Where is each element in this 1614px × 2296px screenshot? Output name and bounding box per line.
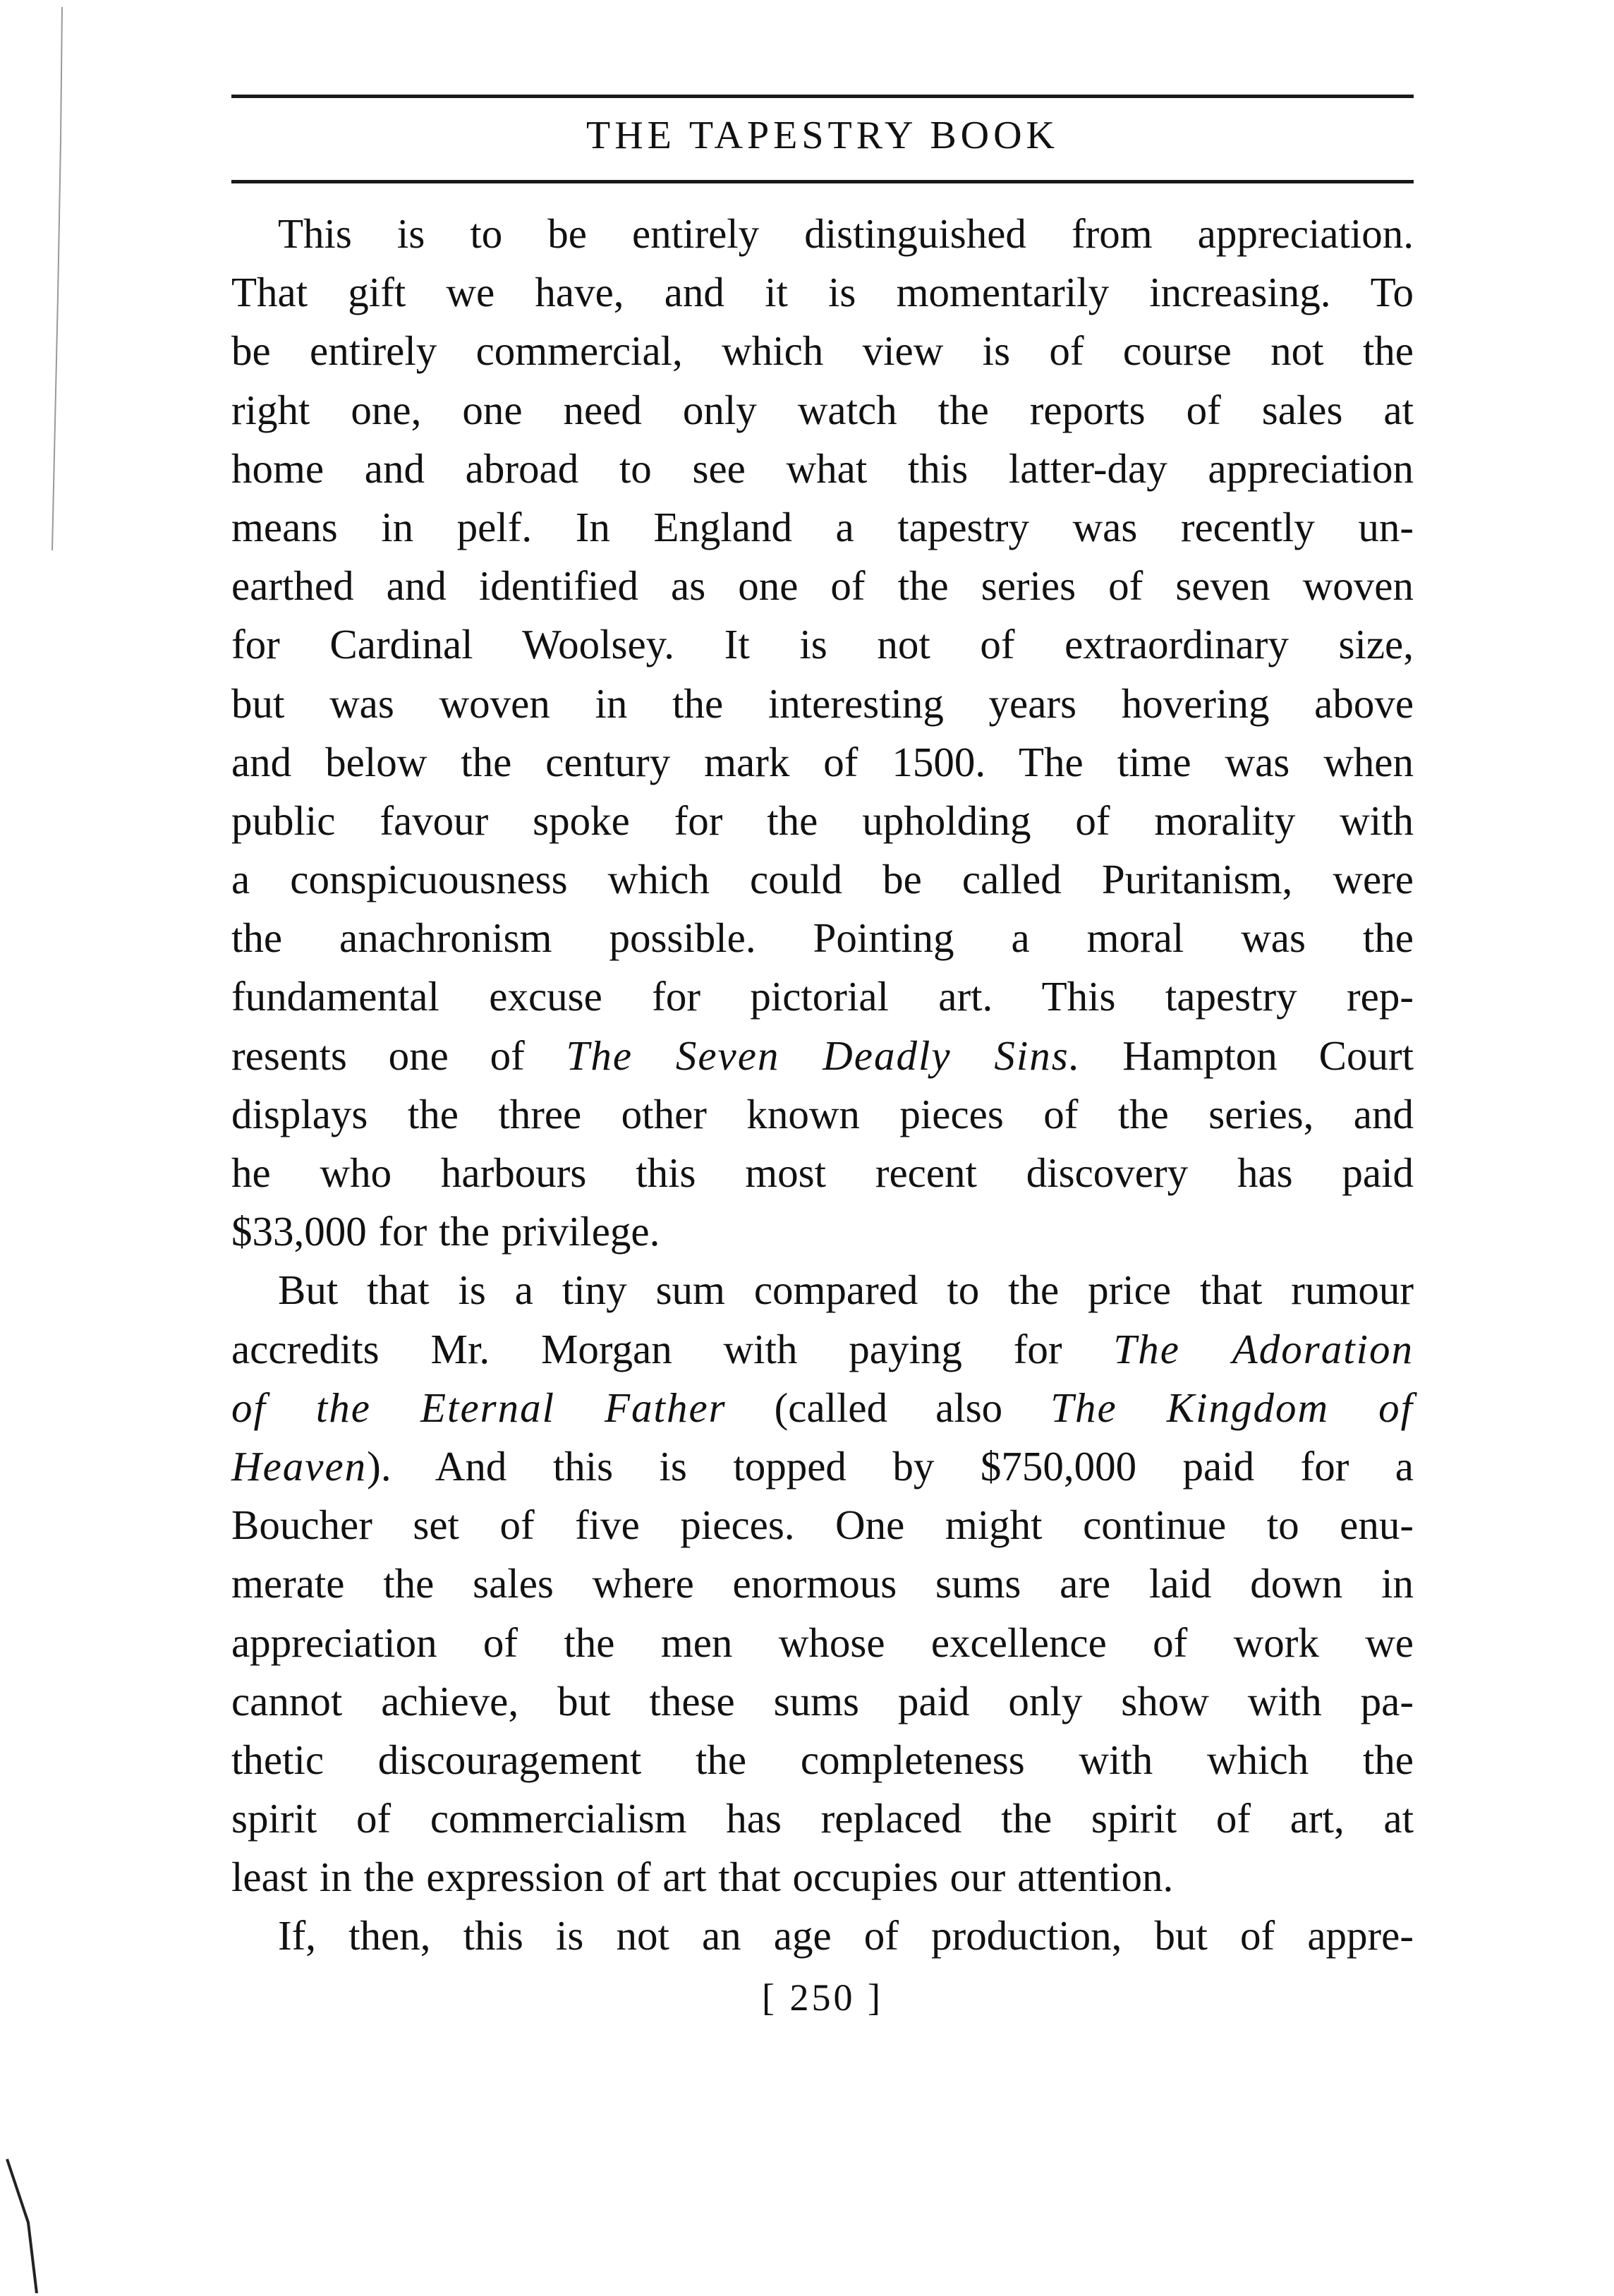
italic-title-text: The Kingdom of xyxy=(1050,1384,1414,1431)
header-rule-top xyxy=(231,95,1414,98)
text-segment: merate the sales where enormous sums are laid down in xyxy=(231,1560,1414,1607)
text-segment: appreciation of the men whose excellence of work we xyxy=(231,1619,1414,1666)
text-line xyxy=(231,263,1414,322)
text-segment: cannot achieve, but these sums paid only show with pa- xyxy=(231,1677,1414,1724)
text-segment: resents one of xyxy=(231,1032,566,1079)
text-segment: home and abroad to see what this latter-day appreciation xyxy=(231,445,1414,492)
text-line xyxy=(231,909,1414,967)
text-line xyxy=(231,1437,1414,1496)
page-number: [ 250 ] xyxy=(762,1976,883,2019)
text-segment: Hampton Court xyxy=(1081,1032,1414,1079)
text-line xyxy=(231,1027,1414,1085)
text-line xyxy=(231,792,1414,850)
text-line xyxy=(231,322,1414,380)
text-segment: right one, one need only watch the reports of sales at xyxy=(231,386,1414,433)
text-segment: ). And this is topped by $750,000 paid for a xyxy=(367,1442,1414,1490)
text-segment: be entirely commercial, which view is of course not the xyxy=(231,327,1414,375)
text-line xyxy=(231,967,1414,1026)
body-text xyxy=(231,205,1414,1966)
text-line xyxy=(231,1731,1414,1789)
text-line xyxy=(231,1672,1414,1731)
text-segment: (called also xyxy=(726,1384,1051,1431)
text-segment: This is to be entirely distinguished from appreciation. xyxy=(278,210,1414,257)
text-line xyxy=(231,1907,1414,1965)
text-segment: spirit of commercialism has replaced the spirit of art, at xyxy=(231,1795,1414,1842)
text-segment: the anachronism possible. Pointing a moral was the xyxy=(231,914,1414,962)
text-segment: for Cardinal Woolsey. It is not of extraordinary size, xyxy=(231,621,1414,668)
text-segment: $33,000 for the privilege. xyxy=(231,1208,660,1255)
text-segment: a conspicuousness which could be called Puritanism, were xyxy=(231,856,1414,903)
text-line xyxy=(231,498,1414,557)
text-segment: fundamental excuse for pictorial art. This tapestry rep- xyxy=(231,973,1414,1020)
text-line xyxy=(231,1085,1414,1144)
running-head: THE TAPESTRY BOOK xyxy=(585,114,1059,157)
text-line xyxy=(231,1261,1414,1319)
text-line xyxy=(231,1614,1414,1672)
italic-title-text: The Adoration xyxy=(1113,1325,1414,1372)
text-line xyxy=(231,381,1414,440)
text-line xyxy=(231,850,1414,909)
text-line xyxy=(231,1496,1414,1554)
text-segment: but was woven in the interesting years hovering above xyxy=(231,679,1414,727)
text-line xyxy=(231,1379,1414,1437)
italic-title-text: The Seven Deadly Sins. xyxy=(566,1032,1081,1079)
text-segment: Boucher set of five pieces. One might continue to enu- xyxy=(231,1502,1414,1549)
header-rule-bottom xyxy=(231,180,1414,183)
text-segment: If, then, this is not an age of production, but of appre- xyxy=(278,1912,1414,1959)
text-segment: earthed and identified as one of the series of seven woven xyxy=(231,562,1414,610)
text-line xyxy=(231,675,1414,733)
text-line xyxy=(231,557,1414,615)
text-segment: thetic discouragement the completeness with which the xyxy=(231,1736,1414,1783)
text-line xyxy=(231,1848,1414,1907)
text-segment: That gift we have, and it is momentarily increasing. To xyxy=(231,269,1414,316)
text-segment: accredits Mr. Morgan with paying for xyxy=(231,1325,1114,1372)
text-segment: But that is a tiny sum compared to the price that rumour xyxy=(278,1267,1414,1314)
text-segment: displays the three other known pieces of the series, and xyxy=(231,1090,1414,1137)
text-line xyxy=(231,1144,1414,1202)
text-line xyxy=(231,615,1414,674)
text-segment: and below the century mark of 1500. The time was when xyxy=(231,738,1414,785)
italic-title-text: Heaven xyxy=(231,1442,368,1490)
text-segment: he who harbours this most recent discovery has paid xyxy=(231,1149,1414,1196)
text-line xyxy=(231,1789,1414,1848)
text-line xyxy=(231,440,1414,498)
text-line xyxy=(231,1554,1414,1613)
text-segment: least in the expression of art that occupies our attention. xyxy=(231,1854,1174,1901)
text-line xyxy=(231,1202,1414,1261)
text-segment: public favour spoke for the upholding of morality with xyxy=(231,797,1414,844)
text-segment: means in pelf. In England a tapestry was recently un- xyxy=(231,503,1414,550)
text-line xyxy=(231,733,1414,792)
text-line xyxy=(231,205,1414,263)
italic-title-text: of the Eternal Father xyxy=(231,1384,727,1431)
text-line xyxy=(231,1320,1414,1379)
